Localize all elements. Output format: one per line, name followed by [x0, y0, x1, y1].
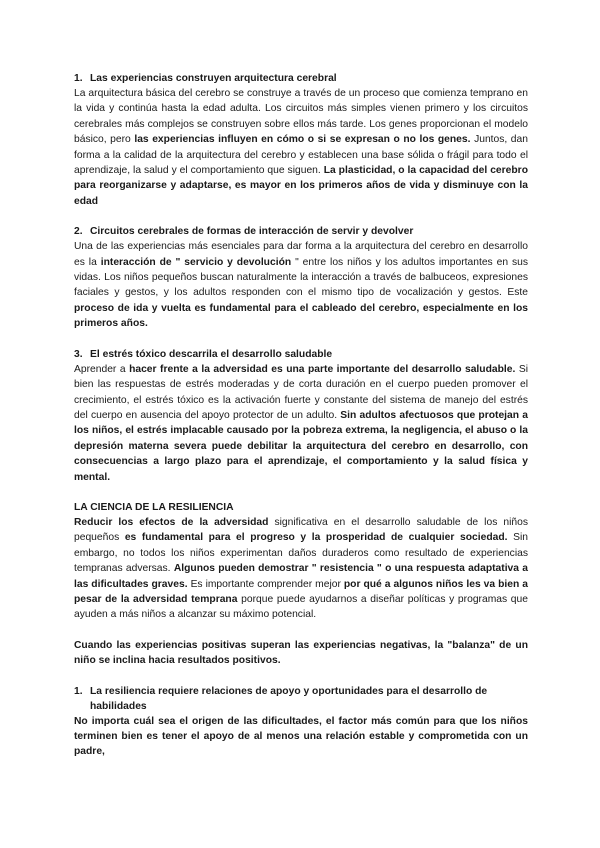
section-number: 1. [74, 73, 83, 84]
section-title: Circuitos cerebrales de formas de interacción de servir y devolver [90, 226, 414, 238]
section-paragraph-4: No importa cuál sea el origen de las dificultades, el factor más común para que los niños terminen bien es tener el apoyo de al menos una relación estable y comprometida con un padre, [74, 715, 528, 758]
body-text: significativa en el desarrollo saludable de los niños pequeños [74, 516, 529, 544]
section-paragraph-3 [74, 362, 528, 485]
body-text: Aprender a [74, 363, 130, 375]
document-body [74, 71, 528, 760]
resilience-paragraph [74, 515, 528, 623]
section-number: 1. [74, 685, 83, 697]
balance-statement: Cuando las experiencias positivas superan las experiencias negativas, la "balanza" de un niño se inclina hacia resultados positivos. [74, 639, 528, 667]
emphasized-text: es fundamental para el progreso y la prosperidad de cualquier sociedad. [124, 532, 508, 544]
body-text: Una de las experiencias más esenciales para dar forma a la arquitectura del cerebro en desarrollo es la [74, 241, 528, 268]
section-number: 2. [74, 226, 83, 238]
section-paragraph-2 [74, 239, 528, 331]
section-title: Las experiencias construyen arquitectura cerebral [90, 73, 337, 84]
resilience-title: LA CIENCIA DE LA RESILIENCIA [74, 501, 234, 513]
body-text: Sin embargo, no todos los niños experimentan daños duraderos como resultado de experiencias tempranas adversas. [74, 532, 528, 575]
section-number: 3. [74, 348, 83, 360]
section-heading-1 [74, 71, 528, 86]
section-paragraph-1 [74, 86, 528, 209]
emphasized-text: Algunos pueden demostrar " resistencia " o una respuesta adaptativa a las dificultades graves. [74, 563, 528, 590]
emphasized-text: por qué a algunos niños les va bien a pesar de la adversidad temprana [74, 578, 528, 605]
body-text: La arquitectura básica del cerebro se construye a través de un proceso que comienza temprano en la vida y continúa hasta la edad adulta. Los circuitos más simples vienen primero y los circuitos cerebrales más complejos se construyen sobre ellos más tarde. Los genes proporcionan el modelo básico, pero [74, 88, 528, 146]
section-heading-3 [74, 347, 528, 362]
section-title: El estrés tóxico descarrila el desarrollo saludable [90, 348, 333, 360]
body-text: Es importante comprender mejor [187, 578, 344, 590]
emphasized-text: La plasticidad, o la capacidad del cerebro para reorganizarse y adaptarse, es mayor en los primeros años de vida y disminuye con la edad [74, 165, 528, 207]
body-text: Si bien las respuestas de estrés moderadas y de corta duración en el cuerpo pueden promover el crecimiento, el estrés tóxico es la activación fuerte y constante del sistema de manejo del estrés del cuerpo en ausencia del apoyo protector de un adulto. [74, 363, 528, 421]
emphasized-text: las experiencias influyen en cómo o si se expresan o no los genes. [134, 134, 471, 146]
emphasized-text: proceso de ida y vuelta es fundamental para el cableado del cerebro, especialmente en los primeros años. [74, 302, 528, 330]
emphasized-text: Sin adultos afectuosos que protejan a los niños, el estrés implacable causado por la pobreza extrema, la negligencia, el abuso o la depresión materna severa puede debilitar la arquitectura del cerebro en desarrollo, con consecuencias a largo plazo para el aprendizaje, el comportamiento y la salud física y mental. [74, 409, 528, 483]
emphasized-text: hacer frente a la adversidad es una parte importante del desarrollo saludable. [129, 363, 516, 375]
emphasized-text: Reducir los efectos de la adversidad [74, 516, 269, 528]
body-text: " entre los niños y los adultos importantes en sus vidas. Los niños pequeños buscan naturalmente la interacción a través de balbuceos, expresiones faciales y gestos, y los adultos responden con el mismo tipo de vocalización y gestos. Este [74, 256, 528, 299]
section-heading-2 [74, 224, 528, 239]
emphasized-text: interacción de " servicio y devolución [100, 256, 292, 268]
section-title: La resiliencia requiere relaciones de apoyo y oportunidades para el desarrollo de habilidades [90, 685, 488, 712]
section-heading-4 [74, 684, 528, 714]
body-text: Juntos, dan forma a la calidad de la arquitectura del cerebro y establecen una base sólida o frágil para todo el aprendizaje, la salud y el comportamiento que siguen. [74, 134, 528, 177]
body-text: porque puede ayudarnos a diseñar políticas y programas que ayuden a más niños a alcanzar su máximo potencial. [74, 593, 528, 621]
